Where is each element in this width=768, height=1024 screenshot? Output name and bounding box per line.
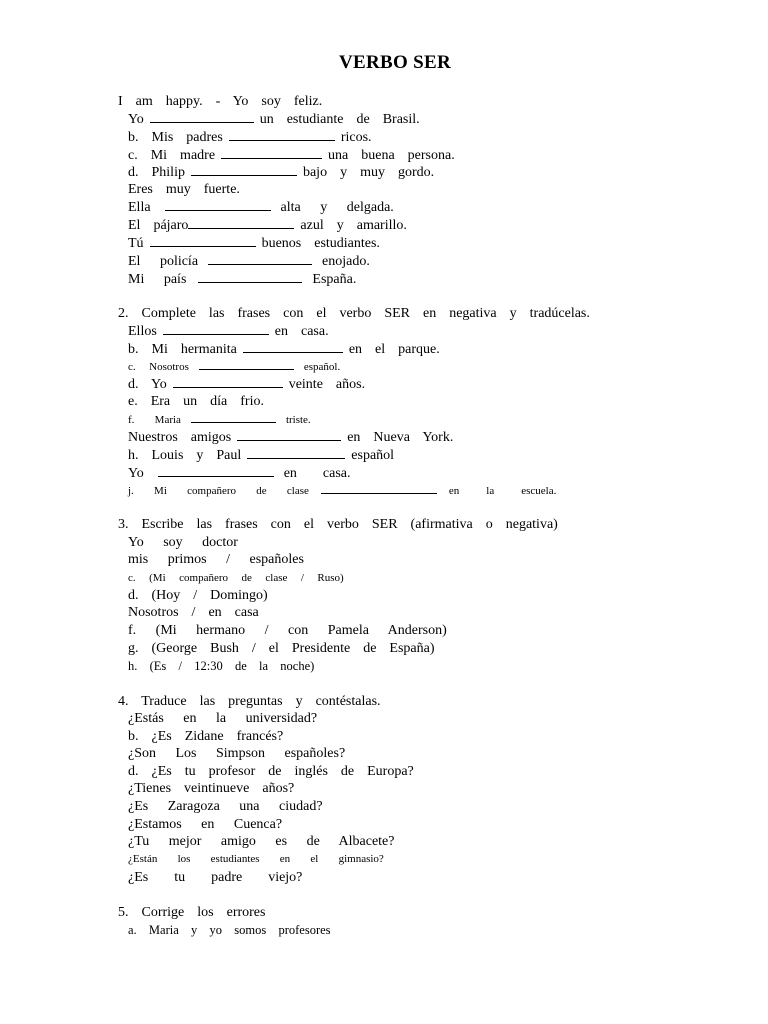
section-4-item: ¿Están los estudiantes en el gimnasio?	[128, 853, 384, 865]
section-2-item: j. Mi compañero de clase en la escuela.	[128, 485, 557, 497]
section-5-heading: 5. Corrige los errores	[118, 905, 266, 920]
answer-blank	[243, 341, 343, 353]
section-4-item: ¿Es Zaragoza una ciudad?	[128, 799, 323, 814]
answer-blank	[247, 447, 345, 459]
answer-blank	[173, 376, 283, 388]
section-1-item: Mi país España.	[128, 272, 357, 287]
answer-blank	[198, 271, 302, 283]
answer-blank	[150, 111, 254, 123]
section-3-item: Nosotros / en casa	[128, 605, 259, 620]
section-2-item: b. Mi hermanita en el parque.	[128, 342, 440, 357]
section-2-item: e. Era un día frio.	[128, 394, 264, 409]
section-3-item: h. (Es / 12:30 de la noche)	[128, 659, 315, 673]
section-4-item: ¿Es tu padre viejo?	[128, 870, 303, 885]
section-4-item: d. ¿Es tu profesor de inglés de Europa?	[128, 764, 414, 779]
section-4-item: ¿Tu mejor amigo es de Albacete?	[128, 834, 395, 849]
answer-blank	[158, 465, 274, 477]
section-4-item: b. ¿Es Zidane francés?	[128, 729, 284, 744]
section-3-item: d. (Hoy / Domingo)	[128, 588, 268, 603]
section-1-item: b. Mis padres ricos.	[128, 130, 372, 145]
answer-blank	[188, 217, 294, 229]
page-title: VERBO SER	[339, 52, 451, 73]
section-4-item: ¿Estamos en Cuenca?	[128, 817, 283, 832]
section-1-item: El pájaro azul y amarillo.	[128, 218, 407, 233]
section-2-item: Yo en casa.	[128, 466, 351, 481]
section-4-item: ¿Tienes veintinueve años?	[128, 781, 295, 796]
section-4-heading: 4. Traduce las preguntas y contéstalas.	[118, 694, 381, 709]
section-1-heading: I am happy. - Yo soy feliz.	[118, 94, 323, 109]
section-1-item: c. Mi madre una buena persona.	[128, 148, 455, 163]
answer-blank	[221, 147, 322, 159]
answer-blank	[191, 164, 297, 176]
answer-blank	[208, 253, 312, 265]
section-1-item: d. Philip bajo y muy gordo.	[128, 165, 435, 180]
section-2-item: c. Nosotros español.	[128, 361, 341, 373]
section-4-item: ¿Estás en la universidad?	[128, 711, 318, 726]
section-1-item: Yo un estudiante de Brasil.	[128, 112, 420, 127]
section-3-heading: 3. Escribe las frases con el verbo SER (afirmativa o negativa)	[118, 517, 558, 532]
section-3-item: f. (Mi hermano / con Pamela Anderson)	[128, 623, 447, 638]
section-2-item: f. Maria triste.	[128, 414, 311, 426]
answer-blank	[199, 360, 294, 370]
answer-blank	[191, 413, 276, 423]
section-2-item: h. Louis y Paul español	[128, 448, 395, 463]
section-3-item: Yo soy doctor	[128, 535, 238, 550]
section-5-item: a. Maria y yo somos profesores	[128, 923, 331, 937]
section-1-item: Eres muy fuerte.	[128, 182, 240, 197]
section-3-item: g. (George Bush / el Presidente de España)	[128, 641, 435, 656]
section-3-item: c. (Mi compañero de clase / Ruso)	[128, 572, 344, 584]
section-2-item: Ellos en casa.	[128, 324, 329, 339]
section-4-item: ¿Son Los Simpson españoles?	[128, 746, 346, 761]
answer-blank	[229, 129, 335, 141]
answer-blank	[237, 429, 341, 441]
section-3-item: mis primos / españoles	[128, 552, 304, 567]
section-1-item: Tú buenos estudiantes.	[128, 236, 380, 251]
section-2-item: d. Yo veinte años.	[128, 377, 366, 392]
section-1-item: El policía enojado.	[128, 254, 370, 269]
answer-blank	[165, 199, 271, 211]
answer-blank	[150, 235, 256, 247]
answer-blank	[163, 323, 269, 335]
answer-blank	[321, 484, 437, 494]
section-1-item: Ella alta y delgada.	[128, 200, 394, 215]
section-2-item: Nuestros amigos en Nueva York.	[128, 430, 454, 445]
section-2-heading: 2. Complete las frases con el verbo SER en negativa y tradúcelas.	[118, 306, 590, 321]
